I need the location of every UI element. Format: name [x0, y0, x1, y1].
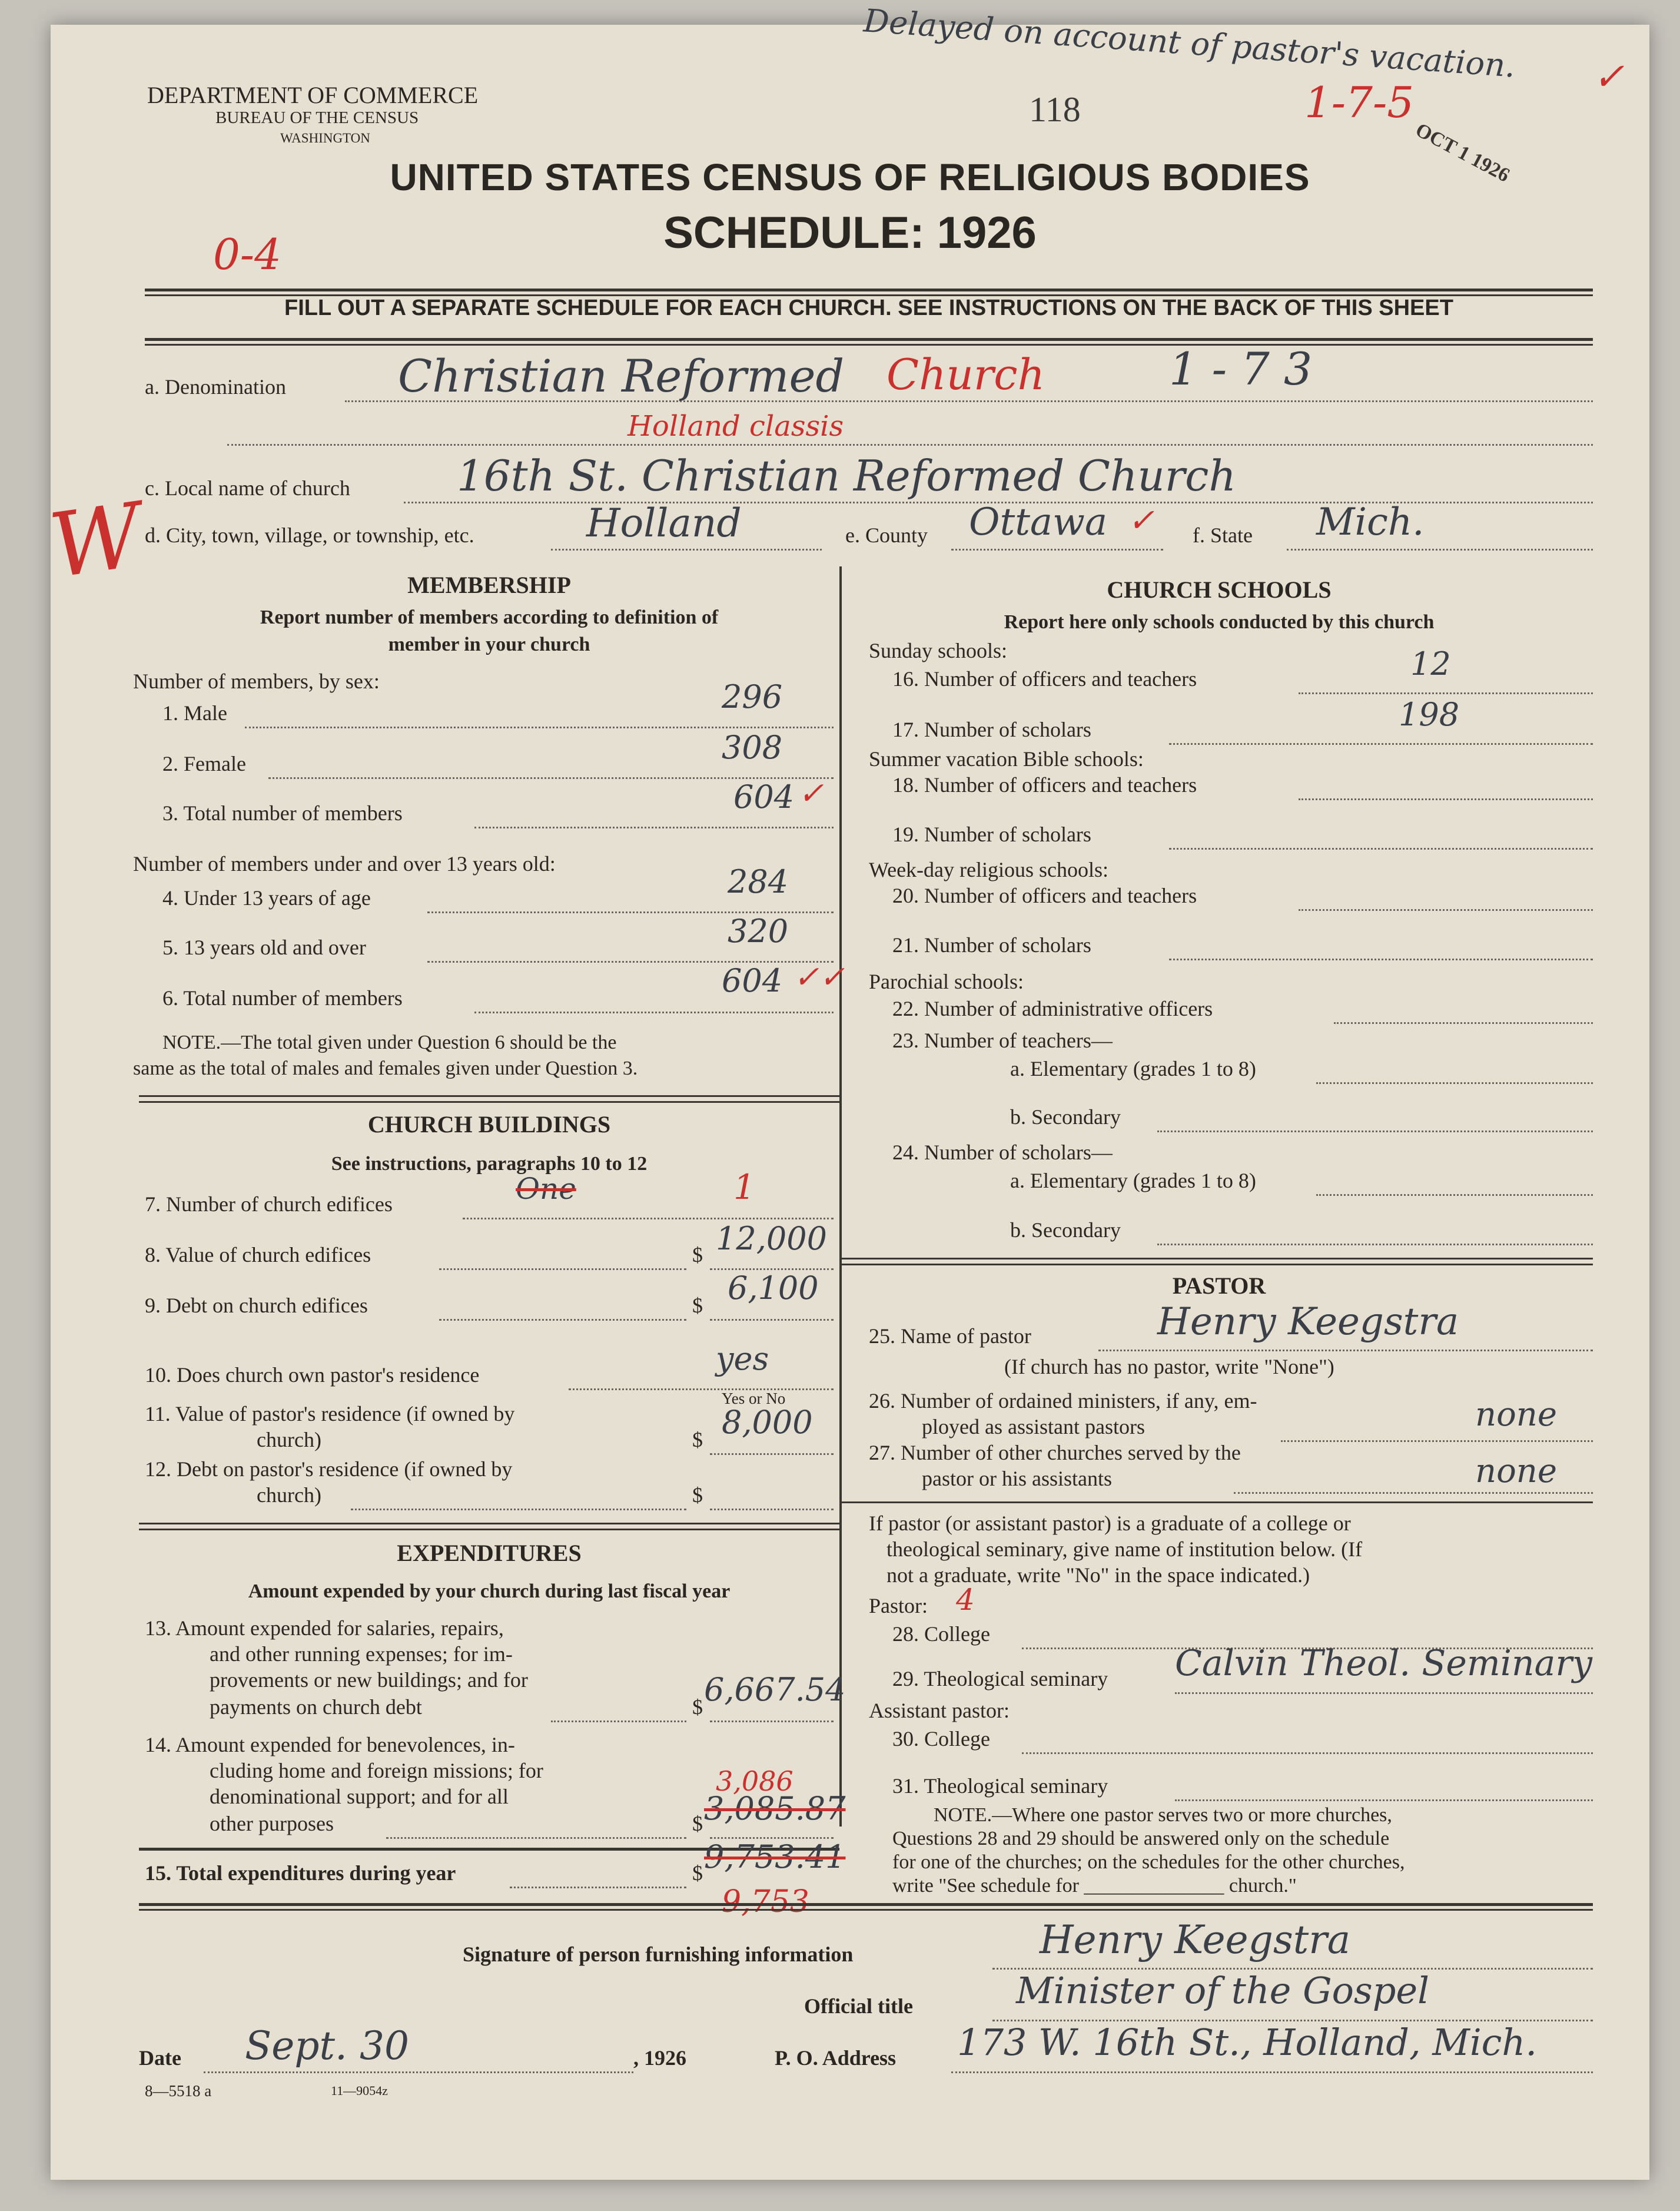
q10-value[interactable]: yes: [716, 1340, 769, 1377]
q3-label: 3. Total number of members: [162, 801, 403, 825]
q20-label: 20. Number of officers and teachers: [892, 884, 1197, 907]
denomination-value[interactable]: Christian Reformed: [398, 350, 845, 402]
q6-total-value[interactable]: 604: [722, 962, 783, 999]
q6-label: 6. Total number of members: [162, 986, 403, 1010]
q7-struck-value: One: [516, 1172, 576, 1206]
date-label: Date: [139, 2046, 181, 2070]
q11-label-1: 11. Value of pastor's residence (if owned by: [145, 1402, 515, 1426]
membership-title: MEMBERSHIP: [407, 572, 571, 598]
q13-value[interactable]: 6,667.54: [704, 1671, 846, 1708]
q13-label-4: payments on church debt: [210, 1695, 422, 1719]
stamp-code: 1-7-5: [1304, 78, 1415, 127]
summer-schools: Summer vacation Bible schools:: [869, 747, 1144, 771]
county-check-icon: ✓: [1128, 502, 1155, 539]
q11-residence-value[interactable]: 8,000: [722, 1404, 813, 1441]
pastor-note-1: NOTE.—Where one pastor serves two or more churches,: [934, 1804, 1392, 1826]
department-name: DEPARTMENT OF COMMERCE: [147, 82, 479, 108]
q23-label: 23. Number of teachers—: [892, 1029, 1113, 1052]
q4-under13-value[interactable]: 284: [728, 863, 789, 900]
membership-intro-1: Report number of members according to definition of: [260, 606, 719, 628]
q24a-label: a. Elementary (grades 1 to 8): [1010, 1169, 1256, 1192]
code-left: 0-4: [213, 230, 281, 279]
q23a-label: a. Elementary (grades 1 to 8): [1010, 1057, 1256, 1080]
q7-label: 7. Number of church edifices: [145, 1192, 393, 1216]
q13-label-3: provements or new buildings; and for: [210, 1668, 528, 1692]
q27-label-2: pastor or his assistants: [922, 1467, 1112, 1490]
county-label: e. County: [845, 523, 928, 547]
q25-pastor-name[interactable]: Henry Keegstra: [1157, 1300, 1459, 1344]
local-name-value[interactable]: 16th St. Christian Reformed Church: [457, 451, 1236, 500]
q31-label: 31. Theological seminary: [892, 1774, 1108, 1798]
city-label: d. City, town, village, or township, etc.: [145, 523, 474, 547]
bureau-name: BUREAU OF THE CENSUS: [215, 108, 419, 127]
po-address-label: P. O. Address: [775, 2046, 897, 2070]
grad-note-3: not a graduate, write "No" in the space indicated.): [887, 1563, 1310, 1587]
q14-correction: 3,086: [716, 1765, 793, 1797]
pastor-mark: 4: [956, 1583, 975, 1617]
q26-label-2: ployed as assistant pastors: [922, 1415, 1145, 1438]
q9-currency: $: [692, 1294, 703, 1317]
q10-label: 10. Does church own pastor's residence: [145, 1363, 480, 1387]
received-date-stamp: OCT 1 1926: [1412, 119, 1513, 187]
instruction-banner: FILL OUT A SEPARATE SCHEDULE FOR EACH CHURCH. SEE INSTRUCTIONS ON THE BACK OF THIS SHEET: [284, 296, 1453, 320]
q12-label-1: 12. Debt on pastor's residence (if owned by: [145, 1457, 513, 1481]
pastor-note-3: for one of the churches; on the schedules for the other churches,: [892, 1851, 1405, 1873]
check-mark-big: W: [44, 484, 148, 598]
membership-intro-2: member in your church: [388, 634, 590, 655]
q12-currency: $: [692, 1483, 703, 1507]
q17-value[interactable]: 198: [1399, 696, 1460, 733]
schools-title: CHURCH SCHOOLS: [1107, 576, 1332, 603]
q19-label: 19. Number of scholars: [892, 823, 1091, 846]
q15-value[interactable]: 9,753.41: [704, 1838, 846, 1875]
buildings-subtitle: See instructions, paragraphs 10 to 12: [331, 1153, 648, 1175]
membership-note-1: NOTE.—The total given under Question 6 should be the: [162, 1032, 617, 1053]
q14-value[interactable]: 3,085.87: [704, 1790, 846, 1827]
code-right: 1 - 7 3: [1169, 343, 1313, 395]
schools-intro: Report here only schools conducted by this church: [1004, 611, 1435, 633]
q25-label: 25. Name of pastor: [869, 1324, 1031, 1348]
denomination-added: Church: [887, 350, 1045, 399]
local-name-label: c. Local name of church: [145, 476, 350, 500]
city-value[interactable]: Holland: [586, 500, 742, 546]
q21-label: 21. Number of scholars: [892, 933, 1091, 957]
sunday-schools: Sunday schools:: [869, 639, 1008, 662]
expenditures-subtitle: Amount expended by your church during last fiscal year: [248, 1580, 731, 1602]
q5-over13-value[interactable]: 320: [728, 913, 789, 950]
q8-currency: $: [692, 1243, 703, 1267]
q16-label: 16. Number of officers and teachers: [892, 667, 1197, 691]
q18-label: 18. Number of officers and teachers: [892, 773, 1197, 797]
state-value[interactable]: Mich.: [1316, 500, 1425, 544]
q3-check-icon: ✓: [798, 776, 824, 811]
form-title: UNITED STATES CENSUS OF RELIGIOUS BODIES: [390, 156, 1310, 198]
q25-hint: (If church has no pastor, write "None"): [1004, 1355, 1334, 1378]
q24-label: 24. Number of scholars—: [892, 1141, 1113, 1164]
q13-label-2: and other running expenses; for im-: [210, 1642, 513, 1666]
q13-label-1: 13. Amount expended for salaries, repairs,: [145, 1616, 504, 1640]
city-name: WASHINGTON: [280, 131, 370, 145]
q15-correction: 9,753: [722, 1884, 809, 1920]
q24b-label: b. Secondary: [1010, 1218, 1121, 1242]
q5-label: 5. 13 years old and over: [162, 936, 366, 959]
q2-label: 2. Female: [162, 752, 246, 775]
q14-currency: $: [692, 1812, 703, 1835]
q3-total-value[interactable]: 604: [733, 778, 795, 816]
q14-label-1: 14. Amount expended for benevolences, in-: [145, 1733, 515, 1756]
members-by-sex: Number of members, by sex:: [133, 669, 380, 693]
q4-label: 4. Under 13 years of age: [162, 886, 371, 910]
date-value[interactable]: Sept. 30: [245, 2023, 409, 2069]
pastor-note-2: Questions 28 and 29 should be answered only on the schedule: [892, 1828, 1390, 1849]
form-number: 8—5518 a: [145, 2082, 212, 2100]
q11-currency: $: [692, 1428, 703, 1451]
buildings-title: CHURCH BUILDINGS: [367, 1111, 611, 1138]
serial-number: 118: [1029, 90, 1081, 129]
weekday-schools: Week-day religious schools:: [869, 858, 1109, 881]
q26-label-1: 26. Number of ordained ministers, if any, em-: [869, 1389, 1257, 1413]
grad-note-2: theological seminary, give name of institution below. (If: [887, 1537, 1363, 1561]
census-schedule-sheet: [44, 2, 1649, 2180]
q14-label-4: other purposes: [210, 1812, 334, 1835]
q28-label: 28. College: [892, 1622, 990, 1646]
check-mark-icon: ✓: [1593, 55, 1625, 99]
q12-label-2: church): [257, 1483, 321, 1507]
q10-hint: Yes or No: [722, 1390, 786, 1407]
q8-value[interactable]: 12,000: [716, 1220, 827, 1257]
delay-note: Delayed on account of pastor's vacation.: [862, 2, 1517, 85]
q26-value[interactable]: none: [1475, 1395, 1557, 1434]
signature-value[interactable]: Henry Keegstra: [1040, 1917, 1351, 1963]
q15-currency: $: [692, 1861, 703, 1885]
q29-label: 29. Theological seminary: [892, 1667, 1108, 1690]
official-title-label: Official title: [804, 1994, 913, 2018]
members-by-age: Number of members under and over 13 years old:: [133, 852, 556, 876]
q15-label: 15. Total expenditures during year: [145, 1861, 456, 1885]
classis-note: Holland classis: [627, 410, 844, 443]
q27-value[interactable]: none: [1475, 1452, 1557, 1490]
q6-check-icon: ✓✓: [793, 960, 845, 995]
county-value[interactable]: Ottawa: [969, 500, 1107, 544]
denomination-label: a. Denomination: [145, 375, 286, 399]
grad-note-1: If pastor (or assistant pastor) is a graduate of a college or: [869, 1511, 1351, 1535]
date-year: , 1926: [633, 2046, 686, 2070]
q27-label-1: 27. Number of other churches served by the: [869, 1441, 1241, 1464]
official-title-value[interactable]: Minister of the Gospel: [1016, 1969, 1429, 2012]
assistant-pastor-label: Assistant pastor:: [869, 1699, 1010, 1722]
print-number: 11—9054z: [331, 2083, 388, 2098]
signature-label: Signature of person furnishing information: [463, 1943, 854, 1966]
q7-edifices-value[interactable]: 1: [733, 1167, 755, 1207]
pastor-title: PASTOR: [1172, 1272, 1266, 1299]
q1-label: 1. Male: [162, 701, 227, 725]
q16-value[interactable]: 12: [1410, 645, 1451, 682]
po-address-value[interactable]: 173 W. 16th St., Holland, Mich.: [957, 2021, 1538, 2064]
q17-label: 17. Number of scholars: [892, 718, 1091, 741]
q9-label: 9. Debt on church edifices: [145, 1294, 368, 1317]
q8-label: 8. Value of church edifices: [145, 1243, 371, 1267]
q1-male-value[interactable]: 296: [722, 678, 783, 715]
q9-debt-value[interactable]: 6,100: [728, 1269, 819, 1307]
expenditures-title: EXPENDITURES: [397, 1540, 582, 1566]
q14-label-3: denominational support; and for all: [210, 1785, 509, 1808]
q29-seminary-value[interactable]: Calvin Theol. Seminary: [1175, 1643, 1592, 1684]
pastor-note-4: write "See schedule for ______________ church.": [892, 1875, 1297, 1897]
membership-note-2: same as the total of males and females given under Question 3.: [133, 1058, 638, 1079]
state-label: f. State: [1193, 523, 1253, 547]
q11-label-2: church): [257, 1428, 321, 1451]
q30-label: 30. College: [892, 1727, 990, 1751]
parochial-schools: Parochial schools:: [869, 970, 1024, 993]
q23b-label: b. Secondary: [1010, 1105, 1121, 1129]
schedule-title: SCHEDULE: 1926: [663, 208, 1037, 258]
q22-label: 22. Number of administrative officers: [892, 997, 1213, 1020]
pastor-label: Pastor:: [869, 1594, 928, 1617]
q2-female-value[interactable]: 308: [722, 729, 783, 766]
q14-label-2: cluding home and foreign missions; for: [210, 1759, 543, 1782]
q13-currency: $: [692, 1695, 703, 1719]
